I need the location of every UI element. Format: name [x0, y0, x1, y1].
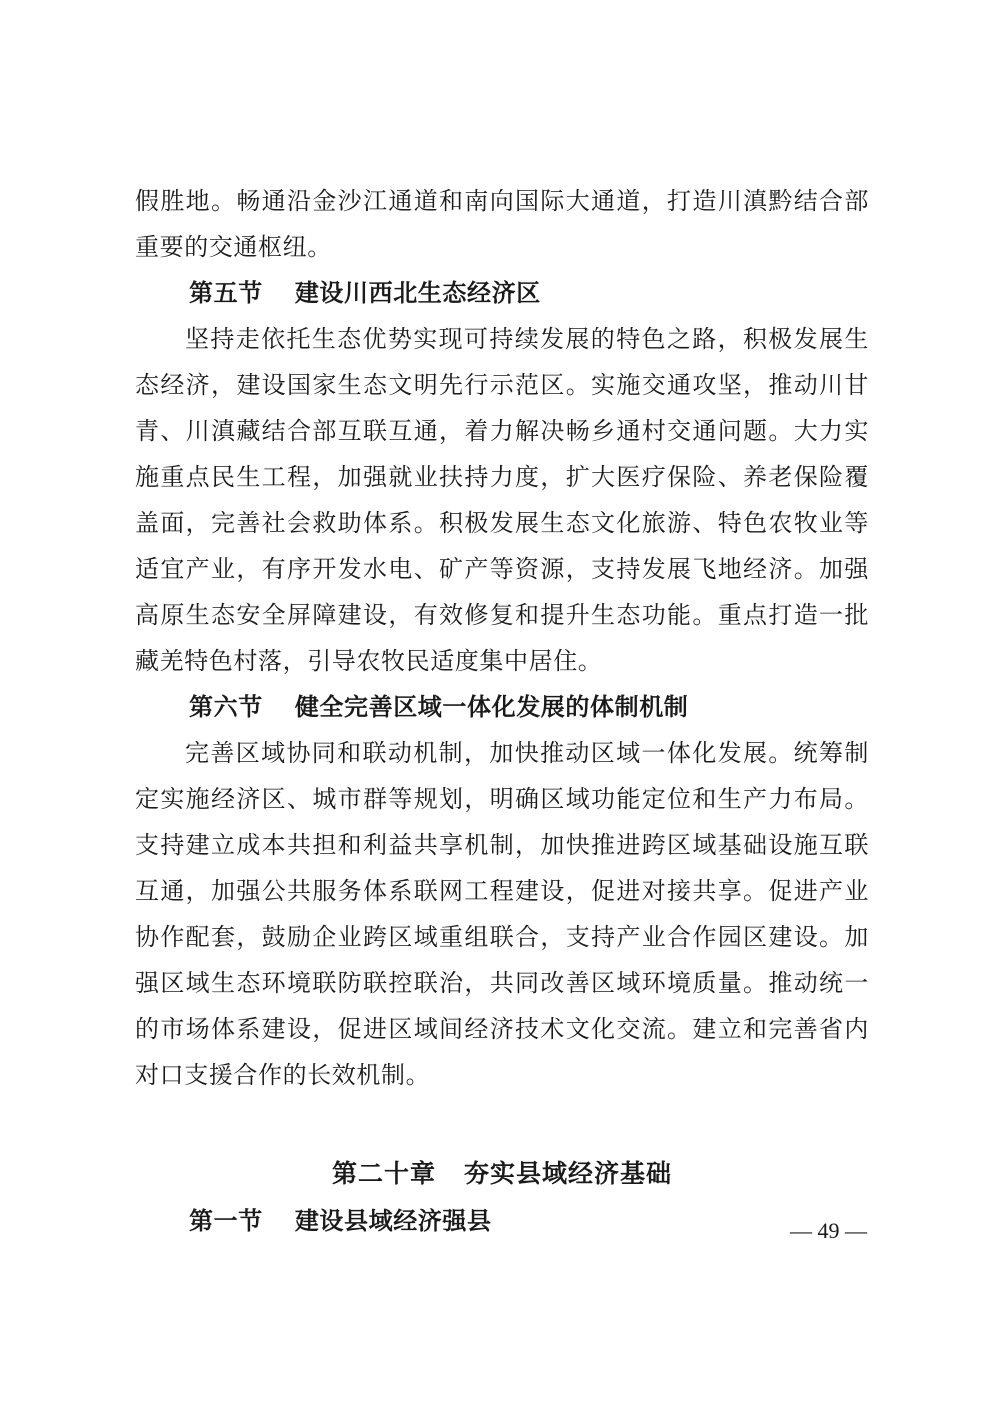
chapter-title: 夯实县域经济基础 — [464, 1159, 673, 1188]
section-6-body: 完善区域协同和联动机制，加快推动区域一体化发展。统筹制定实施经济区、城市群等规划，明确区域功能定位和生产力布局。支持建立成本共担和利益共享机制，加快推进跨区域基础设施互联互通，加强公共服务体系联网工程建设，促进对接共享。促进产业协作配套，鼓励企业跨区域重组联合，支持产业合作园区建设。加强区域生态环境联防联控联治，共同改善区域环境质量。推动统一的市场体系建设，促进区域间经济技术文化交流。建立和完善省内对口支援合作的长效机制。 — [135, 739, 869, 1089]
chapter-heading-20 — [135, 1150, 869, 1198]
section-number: 第五节 — [189, 278, 263, 307]
section-heading-5 — [135, 270, 869, 316]
opening-paragraph: 假胜地。畅通沿金沙江通道和南向国际大通道，打造川滇黔结合部重要的交通枢纽。 — [135, 187, 869, 261]
section-number: 第六节 — [189, 692, 263, 721]
section-title: 建设县域经济强县 — [294, 1206, 492, 1235]
section-5-body: 坚持走依托生态优势实现可持续发展的特色之路，积极发展生态经济，建设国家生态文明先行示范区。实施交通攻坚，推动川甘青、川滇藏结合部互联互通，着力解决畅乡通村交通问题。大力实施重点民生工程，加强就业扶持力度，扩大医疗保险、养老保险覆盖面，完善社会救助体系。积极发展生态文化旅游、特色农牧业等适宜产业，有序开发水电、矿产等资源，支持发展飞地经济。加强高原生态安全屏障建设，有效修复和提升生态功能。重点打造一批藏羌特色村落，引导农牧民适度集中居住。 — [135, 325, 869, 675]
chapter-number: 第二十章 — [331, 1159, 436, 1188]
section-title: 建设川西北生态经济区 — [294, 278, 541, 307]
page-content — [135, 178, 869, 1244]
section-number: 第一节 — [189, 1206, 263, 1235]
section-heading-6 — [135, 684, 869, 730]
section-title: 健全完善区域一体化发展的体制机制 — [294, 692, 689, 721]
section-heading-20-1 — [135, 1198, 869, 1244]
page-number: — 49 — — [790, 1218, 867, 1243]
